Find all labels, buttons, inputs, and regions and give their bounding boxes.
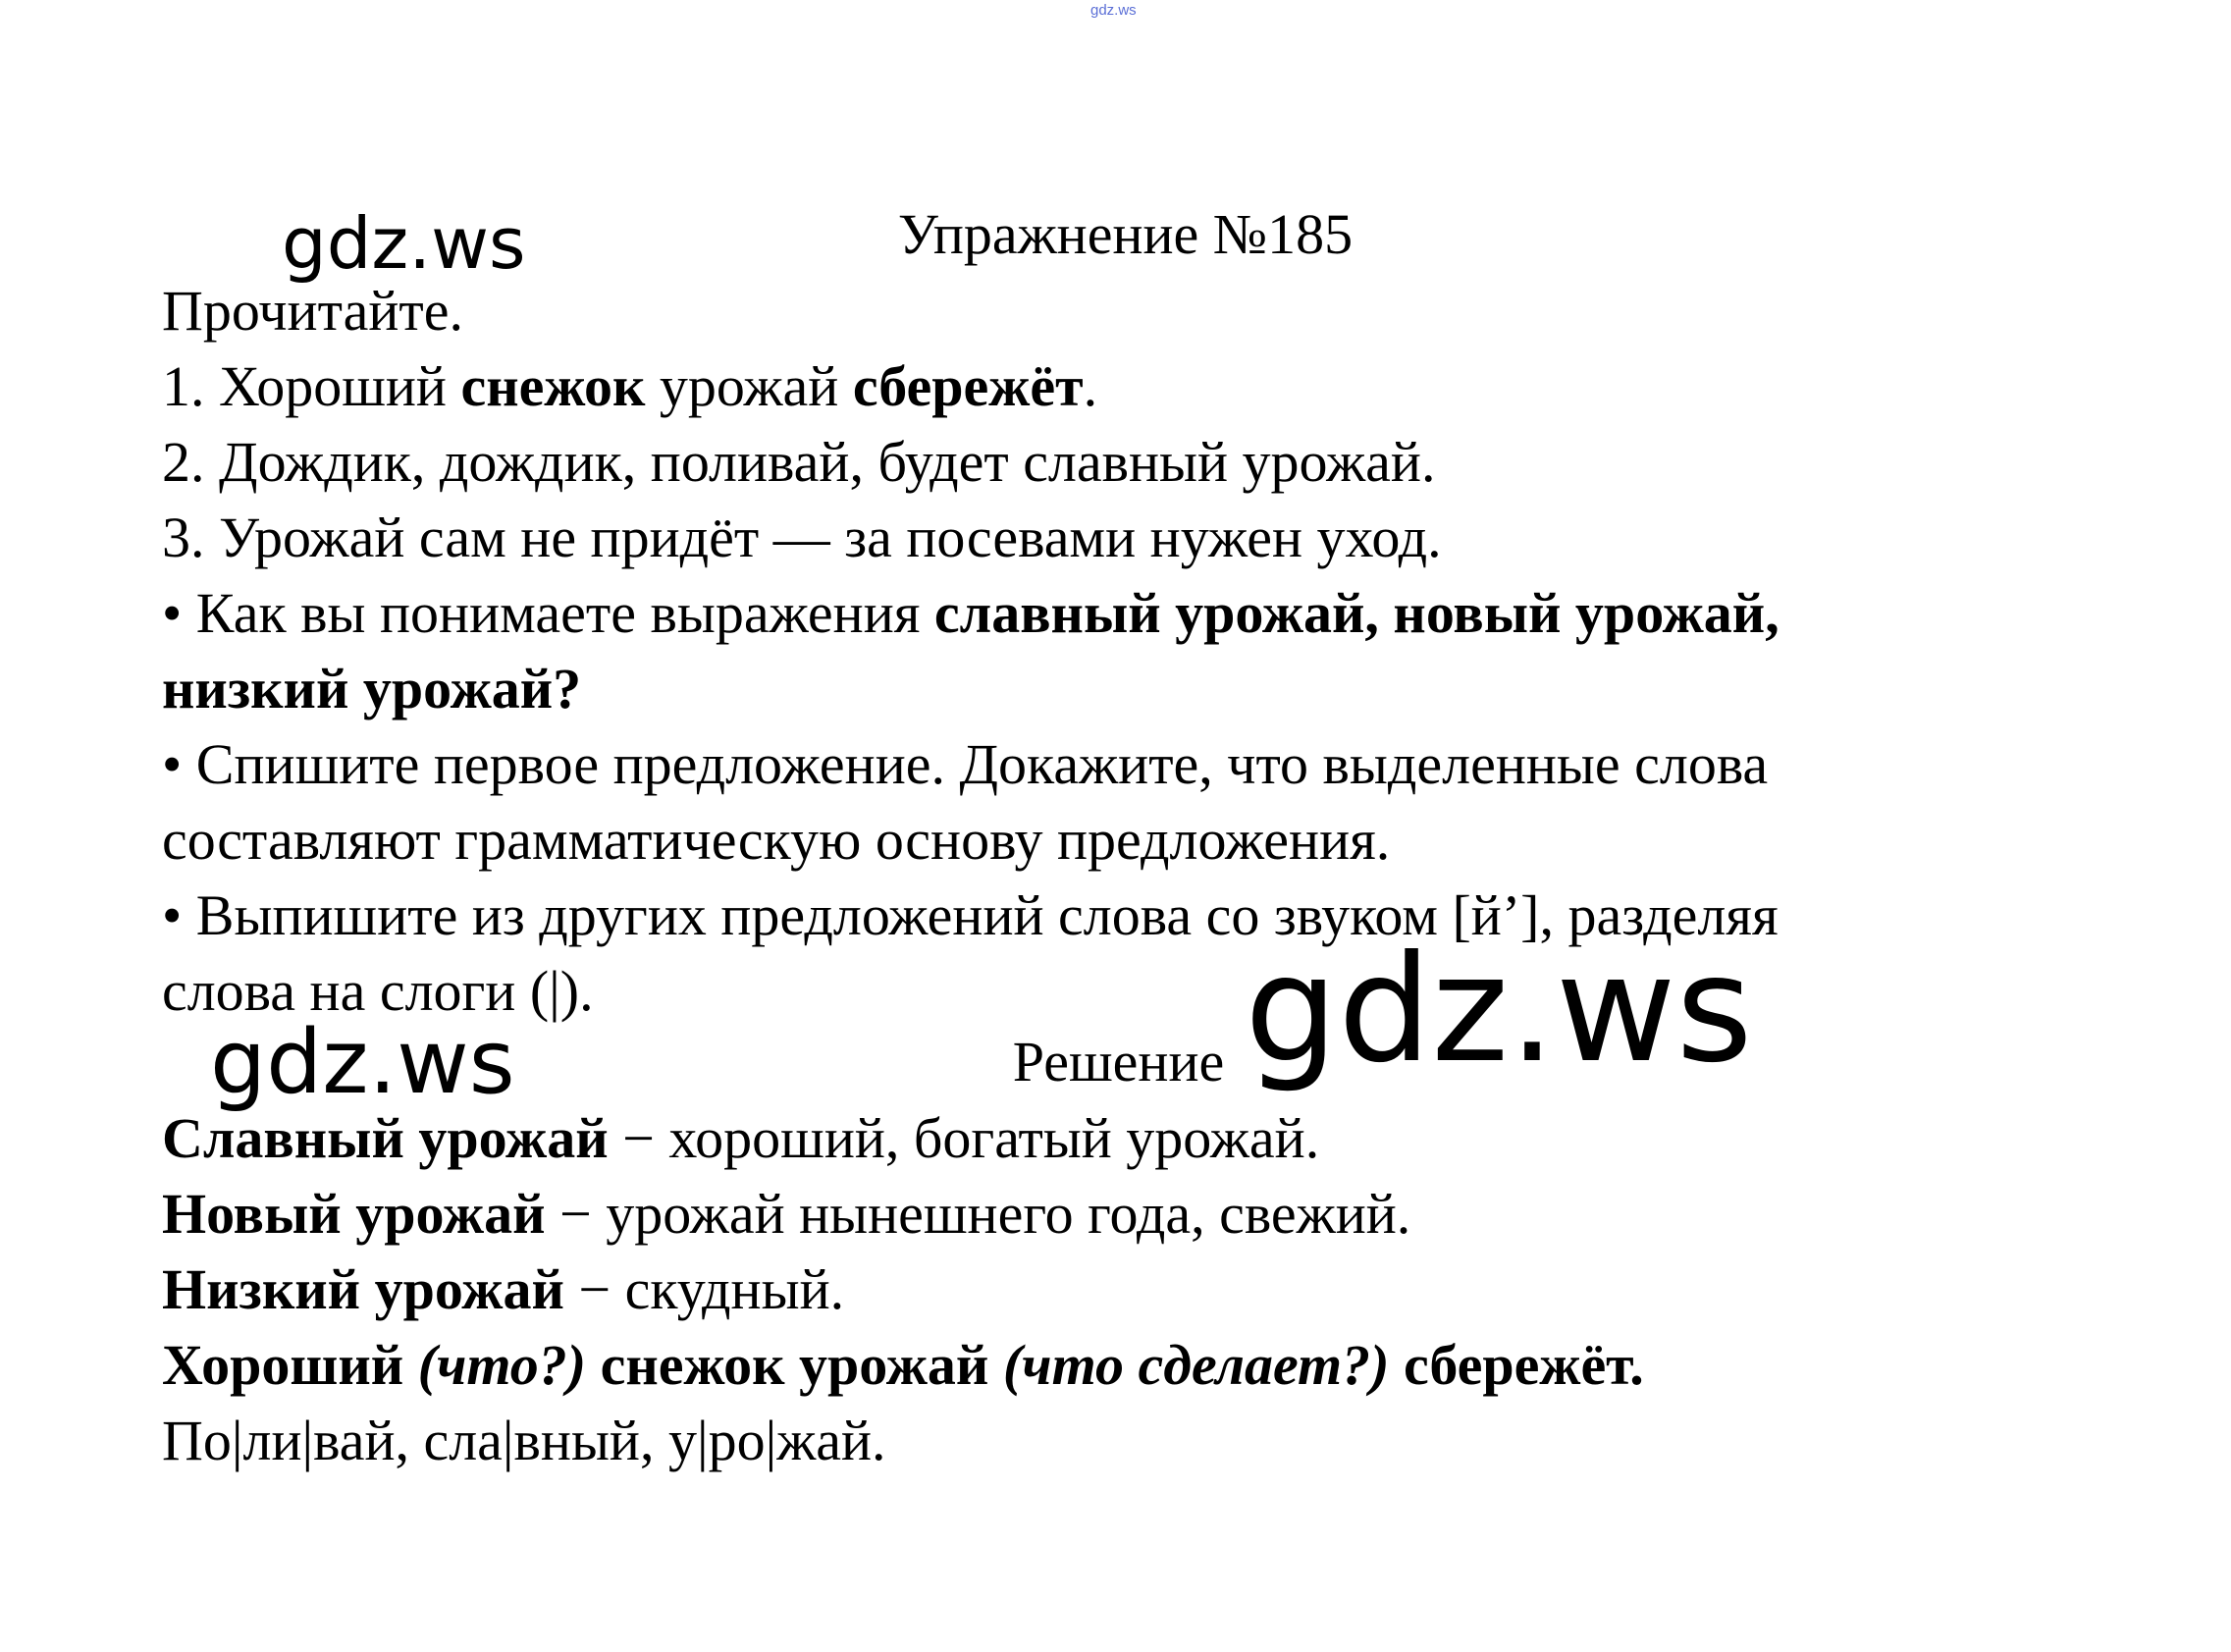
question-phrases: низкий урожай? [162, 657, 582, 720]
answer-term: Новый урожай [162, 1182, 546, 1246]
sentence-number: 1. [162, 354, 219, 418]
answer-word: сбережёт. [1389, 1333, 1644, 1397]
answer-term: Низкий урожай [162, 1257, 564, 1321]
answer-definition: − хороший, богатый урожай. [608, 1106, 1320, 1170]
task-read: Прочитайте. [162, 279, 464, 343]
question-3-cont: слова на слоги (|). [162, 959, 594, 1023]
question-2: • Спишите первое предложение. Докажите, что выделенные слова [162, 732, 1769, 796]
sentence-3: 3. Урожай сам не придёт — за посевами нужен уход. [162, 506, 1442, 569]
answer-3 [162, 1252, 1644, 1327]
answer-2 [162, 1176, 1644, 1252]
word: урожай [645, 354, 853, 418]
solution-text [162, 1100, 1644, 1478]
question-text: • Как вы понимаете выражения [162, 581, 934, 645]
highlighted-word: сбережёт [852, 354, 1084, 418]
sentence-2: 2. Дождик, дождик, поливай, будет славный урожай. [162, 430, 1436, 494]
answer-definition: − урожай нынешнего года, свежий. [545, 1182, 1411, 1246]
watermark-logo: gdz.ws [282, 202, 526, 285]
answer-term: Славный урожай [162, 1106, 609, 1170]
watermark-logo: gdz.ws [1245, 925, 1753, 1095]
answer-1 [162, 1100, 1644, 1176]
question-1-cont [162, 651, 1779, 726]
word: Хороший [219, 354, 461, 418]
sentence-1 [162, 348, 1779, 424]
answer-word: Хороший [162, 1333, 418, 1397]
answer-word: снежок урожай [586, 1333, 1003, 1397]
question-2-cont: составляют грамматическую основу предложения. [162, 808, 1391, 872]
exercise-title: Упражнение №185 [897, 202, 1354, 266]
watermark-logo: gdz.ws [210, 1011, 515, 1114]
solution-heading: Решение [1012, 1030, 1225, 1093]
question-3: • Выпишите из других предложений слова со звуком [й’], разделяя [162, 883, 1779, 947]
highlighted-word: снежок [460, 354, 646, 418]
answer-definition: − скудный. [563, 1257, 845, 1321]
punctuation: . [1083, 354, 1098, 418]
answer-question: (что?) [417, 1333, 587, 1397]
question-1 [162, 575, 1779, 651]
source-url-label: gdz.ws [1090, 2, 1137, 19]
answer-question: (что сделает?) [1002, 1333, 1390, 1397]
task-text [162, 273, 1779, 1029]
question-phrases: славный урожай, новый урожай, [933, 581, 1779, 645]
answer-4 [162, 1327, 1644, 1403]
answer-5: По|ли|вай, сла|вный, у|ро|жай. [162, 1409, 886, 1472]
